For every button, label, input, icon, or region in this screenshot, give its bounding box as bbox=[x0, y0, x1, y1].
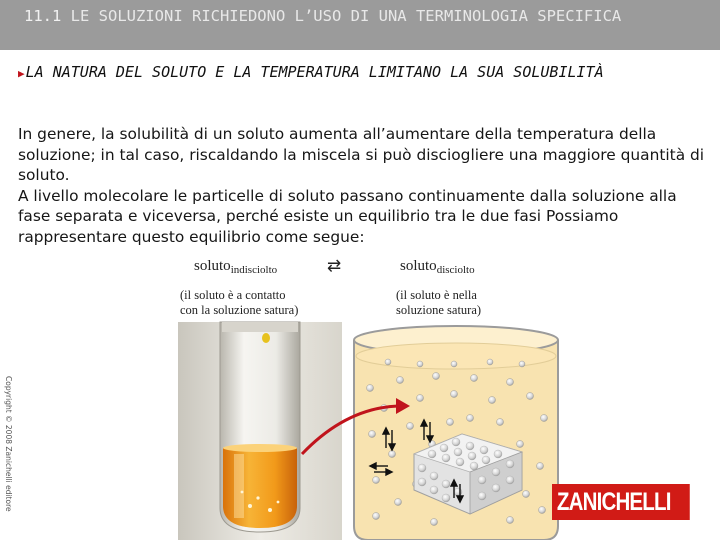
test-tube-photo bbox=[178, 322, 342, 540]
copyright-notice: Copyright © 2008 Zanichelli editore bbox=[4, 376, 13, 512]
label-undissolved: soluto$_{indisciolto}$ bbox=[194, 258, 278, 276]
note-dissolved: (il soluto è nella soluzione satura) bbox=[396, 288, 482, 317]
subheading-text: LA NATURA DEL SOLUTO E LA TEMPERATURA LIMITANO LA SUA SOLUBILITÀ bbox=[25, 63, 604, 81]
equilibrium-arrow-icon: ⇄ bbox=[327, 256, 342, 275]
section-number: 11.1 bbox=[24, 7, 62, 25]
equilibrium-figure bbox=[170, 258, 560, 540]
triangle-bullet-icon: ▶ bbox=[18, 67, 25, 80]
slide-title bbox=[24, 6, 704, 26]
publisher-logo: ZANICHELLI bbox=[552, 484, 690, 520]
section-title: LE SOLUZIONI RICHIEDONO L’USO DI UNA TERMINOLOGIA SPECIFICA bbox=[70, 7, 622, 25]
paragraph-solubility: In genere, la solubilità di un soluto aumenta all’aumentare della temperatura della soluzione; in tal caso, riscaldando la miscela si può disciogliere una maggiore quantità di soluto. bbox=[18, 125, 705, 184]
equilibrium-illustration bbox=[170, 258, 560, 540]
label-dissolved: soluto$_{disciolto}$ bbox=[400, 258, 475, 276]
subheading bbox=[18, 62, 708, 84]
paragraph-equilibrium: A livello molecolare le particelle di soluto passano continuamente dalla soluzione alla fase separata e viceversa, perché esiste un equilibrio tra le due fasi Possiamo rappresentare questo equilibrio come segue: bbox=[18, 186, 677, 246]
body-text bbox=[18, 124, 708, 247]
note-undissolved: (il soluto è a contatto con la soluzione satura) bbox=[180, 288, 299, 317]
